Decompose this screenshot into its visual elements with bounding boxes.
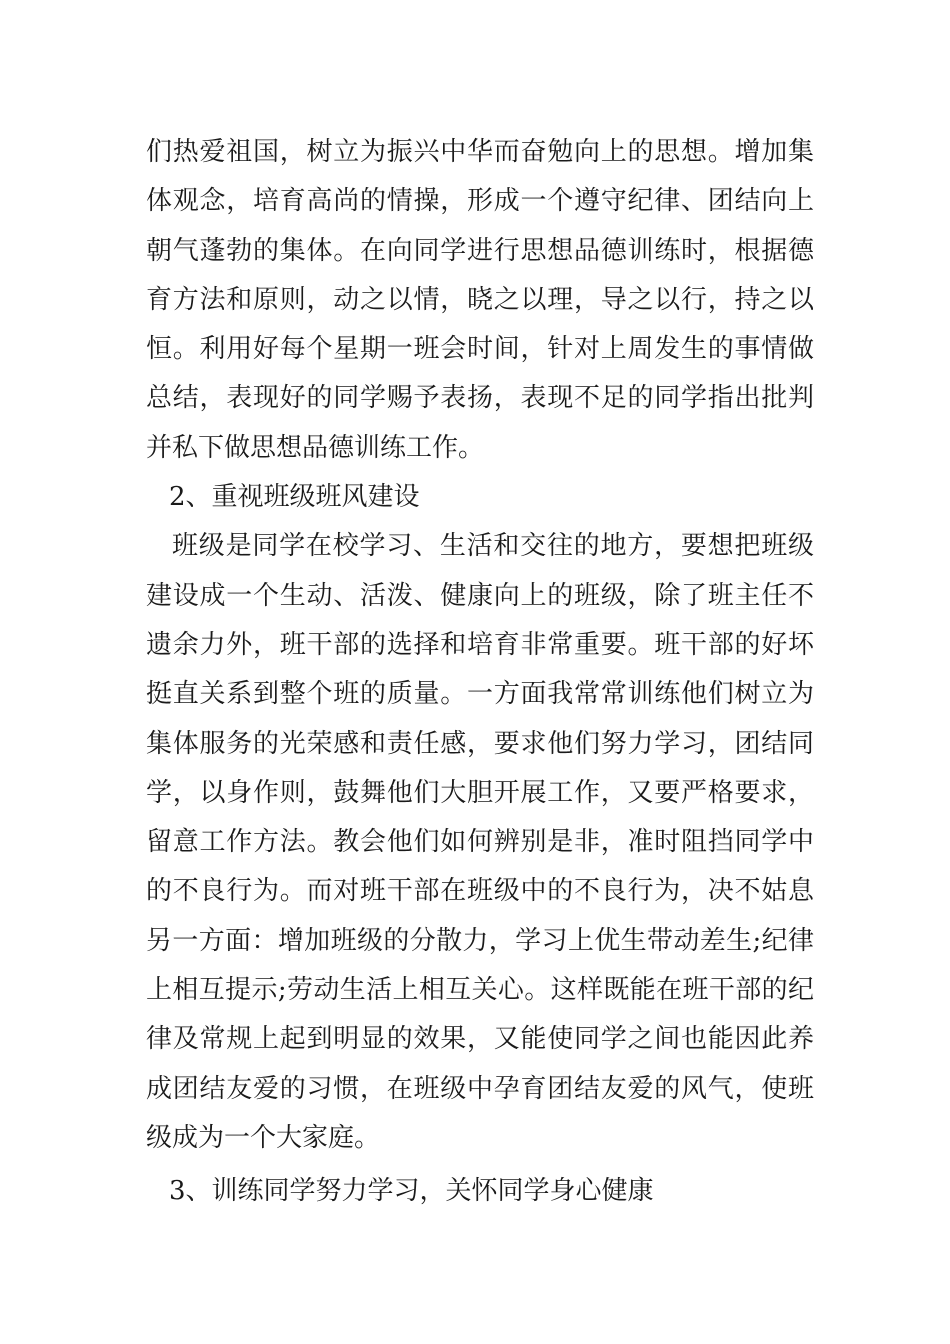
- paragraph-line: 总结，表现好的同学赐予表扬，表现不足的同学指出批判: [146, 383, 814, 414]
- section-heading-2: 2、重视班级班风建设: [169, 482, 420, 513]
- paragraph-line: 朝气蓬勃的集体。在向同学进行思想品德训练时，根据德: [146, 235, 814, 266]
- paragraph-line: 建设成一个生动、活泼、健康向上的班级，除了班主任不: [146, 580, 814, 611]
- document-body: [146, 128, 814, 1217]
- paragraph-line: 另一方面：增加班级的分散力，学习上优生带动差生;纪律: [146, 925, 814, 956]
- paragraph-line: 上相互提示;劳动生活上相互关心。这样既能在班干部的纪: [146, 975, 814, 1006]
- paragraph-line: 留意工作方法。教会他们如何辨别是非，准时阻挡同学中: [146, 827, 814, 858]
- paragraph-line: 恒。利用好每个星期一班会时间，针对上周发生的事情做: [146, 334, 814, 365]
- paragraph-line: 的不良行为。而对班干部在班级中的不良行为，决不姑息: [146, 876, 814, 907]
- paragraph-line: 挺直关系到整个班的质量。一方面我常常训练他们树立为: [146, 679, 814, 710]
- paragraph-line: 集体服务的光荣感和责任感，要求他们努力学习，团结同: [146, 728, 814, 759]
- paragraph-line: 成团结友爱的习惯，在班级中孕育团结友爱的风气，使班: [146, 1073, 814, 1104]
- paragraph-line: 体观念，培育高尚的情操，形成一个遵守纪律、团结向上: [146, 186, 814, 217]
- section-heading-3: 3、训练同学努力学习，关怀同学身心健康: [169, 1176, 654, 1207]
- paragraph-line: 并私下做思想品德训练工作。: [146, 432, 485, 463]
- paragraph-line: 级成为一个大家庭。: [146, 1122, 381, 1153]
- paragraph-line: 们热爱祖国，树立为振兴中华而奋勉向上的思想。增加集: [146, 137, 814, 167]
- paragraph-line: 班级是同学在校学习、生活和交往的地方，要想把班级: [172, 531, 814, 562]
- paragraph-line: 学，以身作则，鼓舞他们大胆开展工作，又要严格要求，: [146, 777, 814, 808]
- paragraph-line: 育方法和原则，动之以情，晓之以理，导之以行，持之以: [146, 284, 814, 315]
- paragraph-line: 遗余力外，班干部的选择和培育非常重要。班干部的好坏: [146, 629, 814, 660]
- paragraph-line: 律及常规上起到明显的效果，又能使同学之间也能因此养: [146, 1024, 814, 1055]
